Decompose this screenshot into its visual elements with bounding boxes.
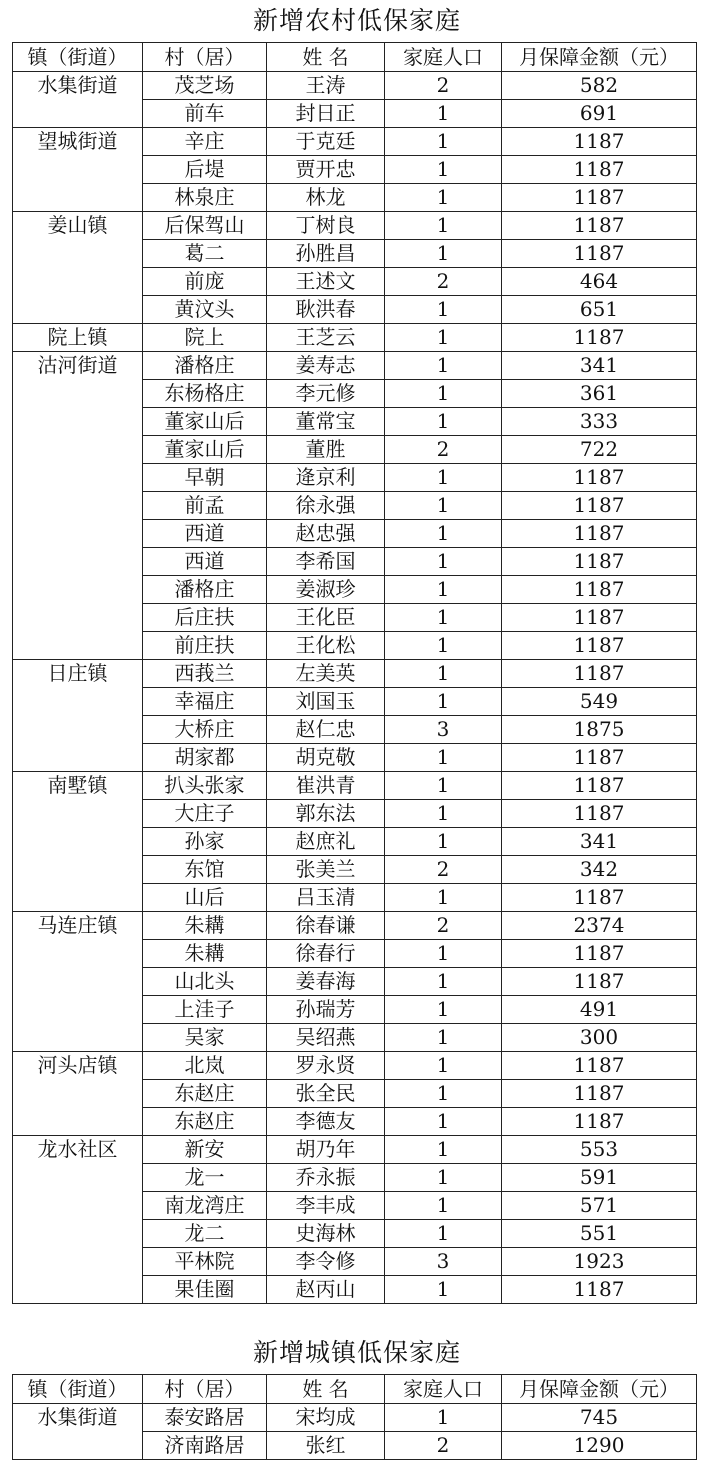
cell-monthly-amount: 591 [502, 1164, 697, 1192]
cell-town [13, 492, 143, 520]
cell-village: 东赵庄 [143, 1108, 267, 1136]
cell-village: 东馆 [143, 856, 267, 884]
header-name: 姓 名 [267, 43, 385, 72]
cell-monthly-amount: 1187 [502, 632, 697, 660]
cell-name: 林龙 [267, 184, 385, 212]
cell-monthly-amount: 1187 [502, 744, 697, 772]
cell-household-size: 2 [385, 1432, 502, 1460]
cell-monthly-amount: 1187 [502, 940, 697, 968]
table-row [13, 660, 697, 688]
cell-village: 朱耩 [143, 940, 267, 968]
cell-town [13, 1164, 143, 1192]
table-row [13, 296, 697, 324]
cell-village: 黄汶头 [143, 296, 267, 324]
header-name: 姓 名 [267, 1375, 385, 1404]
cell-name: 贾开忠 [267, 156, 385, 184]
cell-name: 罗永贤 [267, 1052, 385, 1080]
cell-monthly-amount: 2374 [502, 912, 697, 940]
table-row [13, 324, 697, 352]
table-row [13, 436, 697, 464]
cell-household-size: 1 [385, 1024, 502, 1052]
rural-table [12, 42, 697, 1304]
table-row [13, 464, 697, 492]
cell-monthly-amount: 1187 [502, 800, 697, 828]
cell-village: 西莪兰 [143, 660, 267, 688]
cell-household-size: 1 [385, 1192, 502, 1220]
cell-town: 马连庄镇 [13, 912, 143, 940]
cell-household-size: 1 [385, 1136, 502, 1164]
cell-town [13, 1248, 143, 1276]
cell-name: 乔永振 [267, 1164, 385, 1192]
cell-village: 新安 [143, 1136, 267, 1164]
table-row [13, 520, 697, 548]
cell-household-size: 1 [385, 128, 502, 156]
cell-village: 后堤 [143, 156, 267, 184]
cell-village: 果佳圈 [143, 1276, 267, 1304]
cell-town: 日庄镇 [13, 660, 143, 688]
cell-household-size: 1 [385, 772, 502, 800]
cell-name: 姜春海 [267, 968, 385, 996]
cell-town [13, 716, 143, 744]
cell-town [13, 1220, 143, 1248]
table-row [13, 1052, 697, 1080]
cell-town [13, 156, 143, 184]
cell-household-size: 1 [385, 156, 502, 184]
cell-name: 赵忠强 [267, 520, 385, 548]
cell-village: 潘格庄 [143, 576, 267, 604]
cell-household-size: 1 [385, 296, 502, 324]
cell-name: 孙胜昌 [267, 240, 385, 268]
cell-monthly-amount: 1187 [502, 128, 697, 156]
cell-town: 沽河街道 [13, 352, 143, 380]
table-row [13, 212, 697, 240]
cell-household-size: 1 [385, 996, 502, 1024]
cell-name: 王涛 [267, 72, 385, 100]
table-row [13, 408, 697, 436]
table-row [13, 100, 697, 128]
cell-monthly-amount: 722 [502, 436, 697, 464]
cell-monthly-amount: 691 [502, 100, 697, 128]
cell-village: 大庄子 [143, 800, 267, 828]
cell-name: 孙瑞芳 [267, 996, 385, 1024]
cell-town [13, 856, 143, 884]
cell-monthly-amount: 1187 [502, 548, 697, 576]
cell-name: 逄京利 [267, 464, 385, 492]
cell-town [13, 940, 143, 968]
cell-monthly-amount: 1187 [502, 884, 697, 912]
header-household-size: 家庭人口 [385, 43, 502, 72]
cell-household-size: 1 [385, 1404, 502, 1432]
table-row [13, 1164, 697, 1192]
cell-household-size: 2 [385, 436, 502, 464]
cell-household-size: 1 [385, 1220, 502, 1248]
table-header-row [13, 1375, 697, 1404]
cell-town [13, 184, 143, 212]
cell-name: 张美兰 [267, 856, 385, 884]
cell-monthly-amount: 1923 [502, 1248, 697, 1276]
cell-household-size: 2 [385, 856, 502, 884]
table-row [13, 156, 697, 184]
cell-name: 吕玉清 [267, 884, 385, 912]
table-row [13, 968, 697, 996]
cell-monthly-amount: 1187 [502, 1108, 697, 1136]
cell-name: 姜淑珍 [267, 576, 385, 604]
cell-town [13, 828, 143, 856]
cell-village: 幸福庄 [143, 688, 267, 716]
table-row [13, 72, 697, 100]
urban-title: 新增城镇低保家庭 [252, 1338, 461, 1367]
cell-household-size: 1 [385, 464, 502, 492]
cell-monthly-amount: 1187 [502, 520, 697, 548]
cell-village: 早朝 [143, 464, 267, 492]
cell-household-size: 1 [385, 744, 502, 772]
cell-monthly-amount: 1187 [502, 1052, 697, 1080]
cell-household-size: 1 [385, 940, 502, 968]
cell-village: 北岚 [143, 1052, 267, 1080]
cell-town [13, 1432, 143, 1460]
cell-household-size: 1 [385, 520, 502, 548]
cell-village: 胡家都 [143, 744, 267, 772]
cell-town [13, 1080, 143, 1108]
cell-town [13, 268, 143, 296]
cell-name: 张全民 [267, 1080, 385, 1108]
cell-village: 山后 [143, 884, 267, 912]
cell-monthly-amount: 651 [502, 296, 697, 324]
cell-monthly-amount: 1187 [502, 464, 697, 492]
cell-household-size: 1 [385, 212, 502, 240]
cell-household-size: 1 [385, 352, 502, 380]
cell-village: 董家山后 [143, 408, 267, 436]
cell-village: 吴家 [143, 1024, 267, 1052]
cell-monthly-amount: 342 [502, 856, 697, 884]
cell-town: 望城街道 [13, 128, 143, 156]
table-row [13, 1276, 697, 1304]
cell-village: 泰安路居 [143, 1404, 267, 1432]
cell-name: 李元修 [267, 380, 385, 408]
cell-monthly-amount: 553 [502, 1136, 697, 1164]
cell-town [13, 604, 143, 632]
cell-household-size: 2 [385, 912, 502, 940]
cell-monthly-amount: 341 [502, 352, 697, 380]
header-town: 镇（街道） [13, 1375, 143, 1404]
cell-monthly-amount: 1187 [502, 1276, 697, 1304]
table-row [13, 828, 697, 856]
cell-town [13, 520, 143, 548]
cell-village: 龙二 [143, 1220, 267, 1248]
table-row [13, 380, 697, 408]
cell-town [13, 436, 143, 464]
cell-household-size: 1 [385, 1276, 502, 1304]
cell-town [13, 1192, 143, 1220]
cell-village: 平林院 [143, 1248, 267, 1276]
cell-household-size: 1 [385, 100, 502, 128]
cell-household-size: 1 [385, 380, 502, 408]
cell-household-size: 1 [385, 548, 502, 576]
cell-household-size: 1 [385, 184, 502, 212]
cell-household-size: 1 [385, 604, 502, 632]
cell-village: 东赵庄 [143, 1080, 267, 1108]
table-row [13, 912, 697, 940]
table-row [13, 492, 697, 520]
cell-name: 宋均成 [267, 1404, 385, 1432]
table-row [13, 1080, 697, 1108]
cell-village: 潘格庄 [143, 352, 267, 380]
cell-household-size: 3 [385, 716, 502, 744]
cell-name: 崔洪青 [267, 772, 385, 800]
table-row [13, 716, 697, 744]
cell-village: 前庞 [143, 268, 267, 296]
cell-household-size: 1 [385, 1108, 502, 1136]
cell-village: 龙一 [143, 1164, 267, 1192]
cell-household-size: 1 [385, 660, 502, 688]
cell-name: 于克廷 [267, 128, 385, 156]
table-row [13, 744, 697, 772]
table-row [13, 1220, 697, 1248]
header-monthly-amount: 月保障金额（元） [502, 43, 697, 72]
cell-household-size: 2 [385, 72, 502, 100]
cell-village: 茂芝场 [143, 72, 267, 100]
rural-title: 新增农村低保家庭 [252, 6, 461, 35]
cell-monthly-amount: 1290 [502, 1432, 697, 1460]
table-row [13, 1108, 697, 1136]
cell-name: 史海林 [267, 1220, 385, 1248]
cell-village: 南龙湾庄 [143, 1192, 267, 1220]
table-row [13, 1192, 697, 1220]
cell-name: 董胜 [267, 436, 385, 464]
cell-town [13, 688, 143, 716]
cell-monthly-amount: 1187 [502, 156, 697, 184]
table-row [13, 800, 697, 828]
cell-village: 西道 [143, 520, 267, 548]
header-village: 村（居） [143, 43, 267, 72]
table-row [13, 632, 697, 660]
cell-village: 林泉庄 [143, 184, 267, 212]
cell-name: 徐永强 [267, 492, 385, 520]
cell-monthly-amount: 1187 [502, 576, 697, 604]
cell-household-size: 1 [385, 884, 502, 912]
cell-name: 李丰成 [267, 1192, 385, 1220]
cell-town [13, 296, 143, 324]
cell-household-size: 1 [385, 632, 502, 660]
cell-monthly-amount: 1187 [502, 660, 697, 688]
cell-village: 后保驾山 [143, 212, 267, 240]
cell-monthly-amount: 1187 [502, 240, 697, 268]
cell-village: 朱耩 [143, 912, 267, 940]
cell-name: 吴绍燕 [267, 1024, 385, 1052]
cell-name: 胡克敬 [267, 744, 385, 772]
cell-town: 院上镇 [13, 324, 143, 352]
cell-village: 东杨格庄 [143, 380, 267, 408]
cell-name: 赵庶礼 [267, 828, 385, 856]
cell-village: 后庄扶 [143, 604, 267, 632]
cell-town [13, 464, 143, 492]
cell-village: 上洼子 [143, 996, 267, 1024]
cell-name: 李令修 [267, 1248, 385, 1276]
cell-name: 左美英 [267, 660, 385, 688]
table-header-row [13, 43, 697, 72]
cell-town [13, 968, 143, 996]
cell-town [13, 1024, 143, 1052]
cell-town [13, 1276, 143, 1304]
cell-monthly-amount: 1187 [502, 604, 697, 632]
table-row [13, 576, 697, 604]
table-row [13, 352, 697, 380]
cell-household-size: 1 [385, 1164, 502, 1192]
cell-name: 胡乃年 [267, 1136, 385, 1164]
cell-name: 姜寿志 [267, 352, 385, 380]
cell-village: 前车 [143, 100, 267, 128]
table-row [13, 268, 697, 296]
cell-village: 孙家 [143, 828, 267, 856]
cell-name: 李希国 [267, 548, 385, 576]
cell-name: 王化臣 [267, 604, 385, 632]
cell-monthly-amount: 1187 [502, 772, 697, 800]
cell-household-size: 1 [385, 1080, 502, 1108]
table-row [13, 688, 697, 716]
table-row [13, 1024, 697, 1052]
cell-town [13, 548, 143, 576]
cell-village: 济南路居 [143, 1432, 267, 1460]
cell-village: 辛庄 [143, 128, 267, 156]
cell-town: 龙水社区 [13, 1136, 143, 1164]
cell-monthly-amount: 551 [502, 1220, 697, 1248]
cell-town [13, 100, 143, 128]
cell-household-size: 1 [385, 968, 502, 996]
cell-name: 王述文 [267, 268, 385, 296]
cell-monthly-amount: 300 [502, 1024, 697, 1052]
table-row [13, 940, 697, 968]
cell-monthly-amount: 571 [502, 1192, 697, 1220]
cell-household-size: 1 [385, 1052, 502, 1080]
cell-name: 王芝云 [267, 324, 385, 352]
cell-name: 王化松 [267, 632, 385, 660]
cell-household-size: 1 [385, 576, 502, 604]
cell-town: 南墅镇 [13, 772, 143, 800]
header-village: 村（居） [143, 1375, 267, 1404]
cell-village: 大桥庄 [143, 716, 267, 744]
cell-monthly-amount: 361 [502, 380, 697, 408]
cell-household-size: 1 [385, 828, 502, 856]
cell-household-size: 1 [385, 688, 502, 716]
cell-town [13, 240, 143, 268]
cell-monthly-amount: 1187 [502, 184, 697, 212]
cell-household-size: 2 [385, 268, 502, 296]
table-row [13, 1248, 697, 1276]
cell-household-size: 1 [385, 800, 502, 828]
cell-household-size: 1 [385, 240, 502, 268]
cell-village: 葛二 [143, 240, 267, 268]
cell-name: 郭东法 [267, 800, 385, 828]
table-row [13, 996, 697, 1024]
cell-monthly-amount: 1187 [502, 968, 697, 996]
cell-monthly-amount: 333 [502, 408, 697, 436]
cell-monthly-amount: 464 [502, 268, 697, 296]
header-monthly-amount: 月保障金额（元） [502, 1375, 697, 1404]
table-row [13, 1432, 697, 1460]
cell-village: 前庄扶 [143, 632, 267, 660]
cell-monthly-amount: 1187 [502, 1080, 697, 1108]
cell-household-size: 3 [385, 1248, 502, 1276]
cell-name: 丁树良 [267, 212, 385, 240]
table-row [13, 548, 697, 576]
cell-village: 董家山后 [143, 436, 267, 464]
cell-town: 姜山镇 [13, 212, 143, 240]
cell-village: 扒头张家 [143, 772, 267, 800]
cell-household-size: 1 [385, 408, 502, 436]
table-row [13, 128, 697, 156]
table-row [13, 604, 697, 632]
table-row [13, 1404, 697, 1432]
cell-monthly-amount: 1875 [502, 716, 697, 744]
cell-town [13, 744, 143, 772]
cell-village: 山北头 [143, 968, 267, 996]
cell-town: 水集街道 [13, 1404, 143, 1432]
cell-name: 徐春谦 [267, 912, 385, 940]
cell-household-size: 1 [385, 324, 502, 352]
cell-monthly-amount: 549 [502, 688, 697, 716]
table-row [13, 240, 697, 268]
cell-town [13, 380, 143, 408]
table-row [13, 1136, 697, 1164]
cell-village: 西道 [143, 548, 267, 576]
cell-town [13, 1108, 143, 1136]
urban-table [12, 1374, 697, 1460]
cell-monthly-amount: 582 [502, 72, 697, 100]
cell-household-size: 1 [385, 492, 502, 520]
cell-monthly-amount: 1187 [502, 324, 697, 352]
cell-name: 赵丙山 [267, 1276, 385, 1304]
table-row [13, 772, 697, 800]
cell-town [13, 632, 143, 660]
cell-monthly-amount: 491 [502, 996, 697, 1024]
cell-town [13, 884, 143, 912]
cell-town [13, 576, 143, 604]
header-town: 镇（街道） [13, 43, 143, 72]
cell-town: 水集街道 [13, 72, 143, 100]
cell-name: 封日正 [267, 100, 385, 128]
cell-name: 董常宝 [267, 408, 385, 436]
cell-monthly-amount: 1187 [502, 212, 697, 240]
cell-name: 李德友 [267, 1108, 385, 1136]
header-household-size: 家庭人口 [385, 1375, 502, 1404]
cell-village: 院上 [143, 324, 267, 352]
cell-town [13, 408, 143, 436]
cell-town [13, 996, 143, 1024]
table-row [13, 184, 697, 212]
table-row [13, 856, 697, 884]
cell-village: 前孟 [143, 492, 267, 520]
table-row [13, 884, 697, 912]
cell-name: 张红 [267, 1432, 385, 1460]
cell-name: 耿洪春 [267, 296, 385, 324]
cell-monthly-amount: 341 [502, 828, 697, 856]
cell-town [13, 800, 143, 828]
cell-monthly-amount: 1187 [502, 492, 697, 520]
cell-name: 赵仁忠 [267, 716, 385, 744]
cell-name: 刘国玉 [267, 688, 385, 716]
cell-monthly-amount: 745 [502, 1404, 697, 1432]
cell-name: 徐春行 [267, 940, 385, 968]
cell-town: 河头店镇 [13, 1052, 143, 1080]
